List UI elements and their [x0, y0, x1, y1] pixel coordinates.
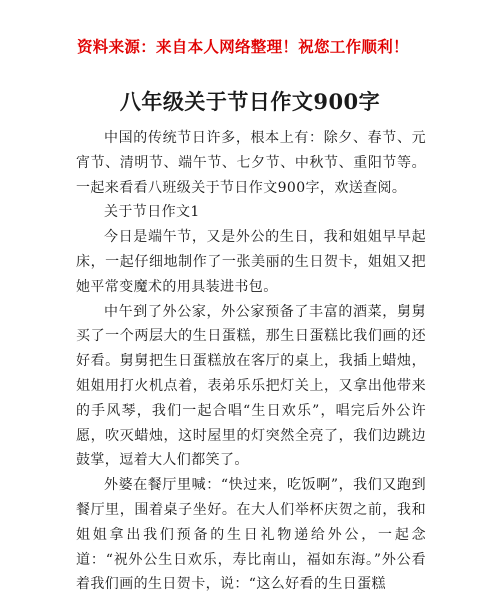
body-paragraph: 外婆在餐厅里喊：“快过来，吃饭啊”，我们又跑到餐厅里，围着桌子坐好。在大人们举杯庆贺之前，我和姐姐拿出我们预备的生日礼物递给外公，一起念道：“祝外公生日欢乐，寿比南山，福如东海。”外公看着我们画的生日贺卡，说：“这么好看的生日蛋糕	[76, 477, 426, 593]
document-body	[76, 126, 426, 597]
source-banner: 资料来源：来自本人网络整理！祝您工作顺利！	[77, 37, 409, 56]
section-heading: 关于节日作文1	[104, 204, 200, 221]
body-paragraph: 今日是端午节，又是外公的生日，我和姐姐早早起床，一起仔细地制作了一张美丽的生日贺卡，姐姐又把她平常变魔术的用具装进书包。	[76, 229, 426, 295]
body-paragraph: 中午到了外公家，外公家预备了丰富的酒菜，舅舅买了一个两层大的生日蛋糕，那生日蛋糕比我们画的还好看。舅舅把生日蛋糕放在客厅的桌上，我插上蜡烛，姐姐用打火机点着，表弟乐乐把灯关上，又拿出他带来的手风琴，我们一起合唱“生日欢乐”，唱完后外公许愿，吹灭蜡烛，这时屋里的灯突然全亮了，我们边跳边鼓掌，逗着大人们都笑了。	[76, 303, 426, 469]
intro-paragraph: 中国的传统节日许多，根本上有：除夕、春节、元宵节、清明节、端午节、七夕节、中秋节、重阳节等。一起来看看八班级关于节日作文900字，欢送查阅。	[76, 130, 426, 196]
document-title: 八年级关于节日作文900字	[119, 89, 381, 114]
